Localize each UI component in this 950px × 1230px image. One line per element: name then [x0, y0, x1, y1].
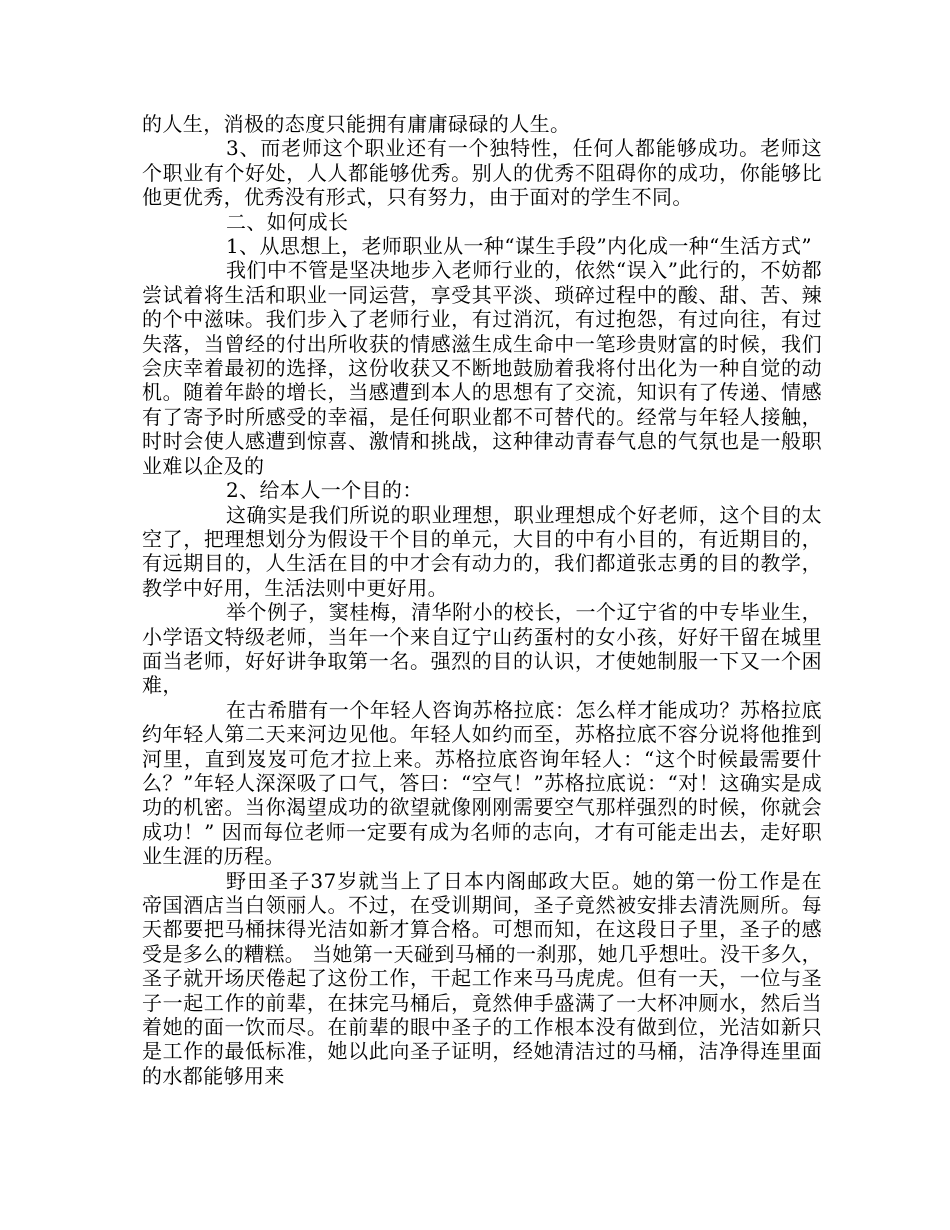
paragraph: 在古希腊有一个年轻人咨询苏格拉底：怎么样才能成功？苏格拉底约年轻人第二天来河边见他。年轻人如约而至，苏格拉底不容分说将他推到河里，直到岌岌可危才拉上来。苏格拉底咨询年轻人：“这个时候最需要什么？”年轻人深深吸了口气，答曰：“空气！”苏格拉底说：“对！这确实是成功的机密。当你渴望成功的欲望就像刚刚需要空气那样强烈的时候，你就会成功！” 因而每位老师一定要有成为名师的志向，才有可能走出去，走好职业生涯的历程。 — [142, 697, 822, 869]
document-body — [142, 112, 822, 1088]
paragraph: 2、给本人一个目的： — [226, 478, 423, 503]
paragraph: 举个例子，窦桂梅，清华附小的校长，一个辽宁省的中专毕业生，小学语文特级老师，当年一个来自辽宁山药蛋村的女小孩，好好干留在城里面当老师，好好讲争取第一名。强烈的目的认识，才使她制服一下又一个困难， — [142, 600, 822, 698]
paragraph: 二、如何成长 — [226, 209, 349, 234]
paragraph: 我们中不管是坚决地步入老师行业的，依然“误入”此行的，不妨都尝试着将生活和职业一同运营，享受其平淡、琐碎过程中的酸、甜、苦、辣的个中滋味。我们步入了老师行业，有过消沉，有过抱怨，有过向往，有过失落，当曾经的付出所收获的情感滋生成生命中一笔珍贵财富的时候，我们会庆幸着最初的选择，这份收获又不断地鼓励着我将付出化为一种自觉的动机。随着年龄的增长，当感遭到本人的思想有了交流，知识有了传递、情感有了寄予时所感受的幸福，是任何职业都不可替代的。经常与年轻人接触，时时会使人感遭到惊喜、激情和挑战，这种律动青春气息的气氛也是一般职业难以企及的 — [142, 258, 822, 478]
paragraph: 这确实是我们所说的职业理想，职业理想成个好老师，这个目的太空了，把理想划分为假设干个目的单元，大目的中有小目的，有近期目的，有远期目的，人生活在目的中才会有动力的，我们都道张志勇的目的教学，教学中好用，生活法则中更好用。 — [142, 502, 822, 600]
paragraph: 1、从思想上，老师职业从一种“谋生手段”内化成一种“生活方式” — [226, 234, 813, 259]
paragraph: 野田圣子37岁就当上了日本内阁邮政大臣。她的第一份工作是在帝国酒店当白领丽人。不过，在受训期间，圣子竟然被安排去清洗厕所。每天都要把马桶抹得光洁如新才算合格。可想而知，在这段日子里，圣子的感受是多么的糟糕。 当她第一天碰到马桶的一刹那，她几乎想吐。没干多久，圣子就开场厌倦起了这份工作，干起工作来马马虎虎。但有一天，一位与圣子一起工作的前辈，在抹完马桶后，竟然伸手盛满了一大杯冲厕水，然后当着她的面一饮而尽。在前辈的眼中圣子的工作根本没有做到位，光洁如新只是工作的最低标准，她以此向圣子证明，经她清洁过的马桶，洁净得连里面的水都能够用来 — [142, 868, 822, 1088]
paragraph: 的人生，消极的态度只能拥有庸庸碌碌的人生。 — [142, 112, 571, 136]
paragraph: 3、而老师这个职业还有一个独特性，任何人都能够成功。老师这个职业有个好处，人人都能够优秀。别人的优秀不阻碍你的成功，你能够比他更优秀，优秀没有形式，只有努力，由于面对的学生不同。 — [142, 136, 822, 210]
